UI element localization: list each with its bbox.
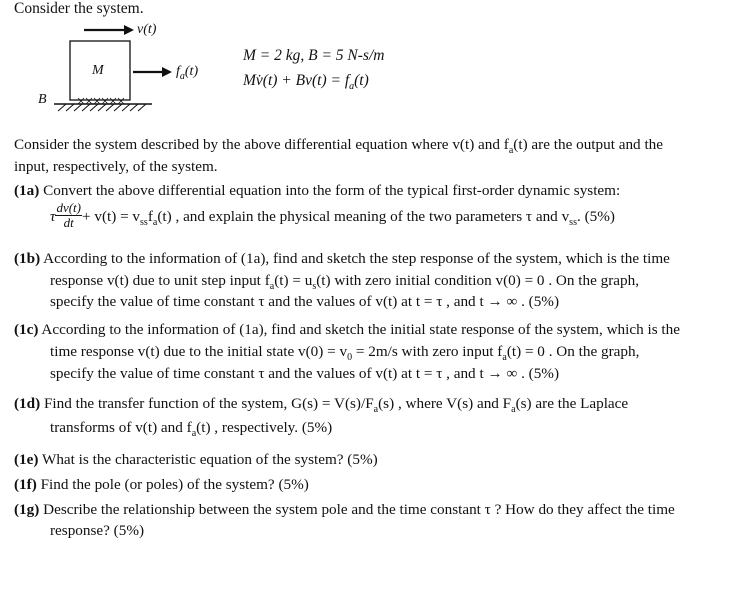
q1e-line: (1e) What is the characteristic equation of the system? (5%) — [14, 451, 378, 468]
mass-label: M — [92, 63, 104, 78]
system-params: M = 2 kg, B = 5 N-s/m — [243, 47, 385, 64]
q1b-line-3: specify the value of time constant τ and the values of v(t) at t = τ , and t → ∞ . (5%) — [50, 293, 560, 310]
q1d-line-2: transforms of v(t) and $f_a(t)$ , respectively. (5%) — [50, 419, 333, 440]
q1g-line-2: response? (5%) — [50, 522, 145, 539]
q1a-equation: τ $\frac{dv(t)}{dt}$ + $v(t) = v_{ss}f_a(t)$ , and explain the physical meaning of the two parameters τ and $v_{ss}$. (5%) — [50, 200, 615, 230]
q1d-line-1: (1d) Find the transfer function of the system, $G(s) = V(s)/F_a(s)$ , where V(s) and $F_a(s)$ are the Laplace — [14, 395, 629, 416]
q1c-line-2: time response v(t) due to the initial state $v(0) = v_0 = 2m/s$ with zero input $f_a(t) = 0$ . On the graph, — [50, 343, 640, 364]
force-label: $f_a(t)$ — [176, 64, 199, 82]
mass-damper-diagram — [0, 0, 751, 130]
q1a-line-1: (1a) Convert the above differential equation into the form of the typical first-order dynamic system: — [14, 182, 621, 199]
damper-label: B — [38, 92, 47, 107]
force-arrowhead — [162, 67, 172, 77]
velocity-arrowhead — [124, 25, 134, 35]
system-equation: Mv̇(t) + $Bv(t) = f_a(t)$ — [243, 72, 369, 93]
description-line-1: Consider the system described by the above differential equation where v(t) and $f_a(t)$ are the output and the — [14, 136, 664, 157]
velocity-label: v(t) — [137, 22, 157, 37]
q1b-line-2: response v(t) due to unit step input $f_a(t) = u_s(t)$ with zero initial condition v(0) = 0 . On the graph, — [50, 272, 640, 293]
ground-hatch — [58, 104, 146, 111]
q1c-line-3: specify the value of time constant τ and the values of v(t) at t = τ , and t → ∞ . (5%) — [50, 365, 560, 382]
q1b-line-1: (1b) According to the information of (1a), find and sketch the step response of the system, which is the time — [14, 250, 670, 267]
q1f-line: (1f) Find the pole (or poles) of the system? (5%) — [14, 476, 309, 493]
q1g-line-1: (1g) Describe the relationship between the system pole and the time constant τ ? How do they affect the time — [14, 501, 675, 518]
description-line-2: input, respectively, of the system. — [14, 158, 218, 175]
q1c-line-1: (1c) According to the information of (1a), find and sketch the initial state response of the system, which is the — [14, 321, 680, 338]
intro-text: Consider the system. — [14, 0, 144, 17]
